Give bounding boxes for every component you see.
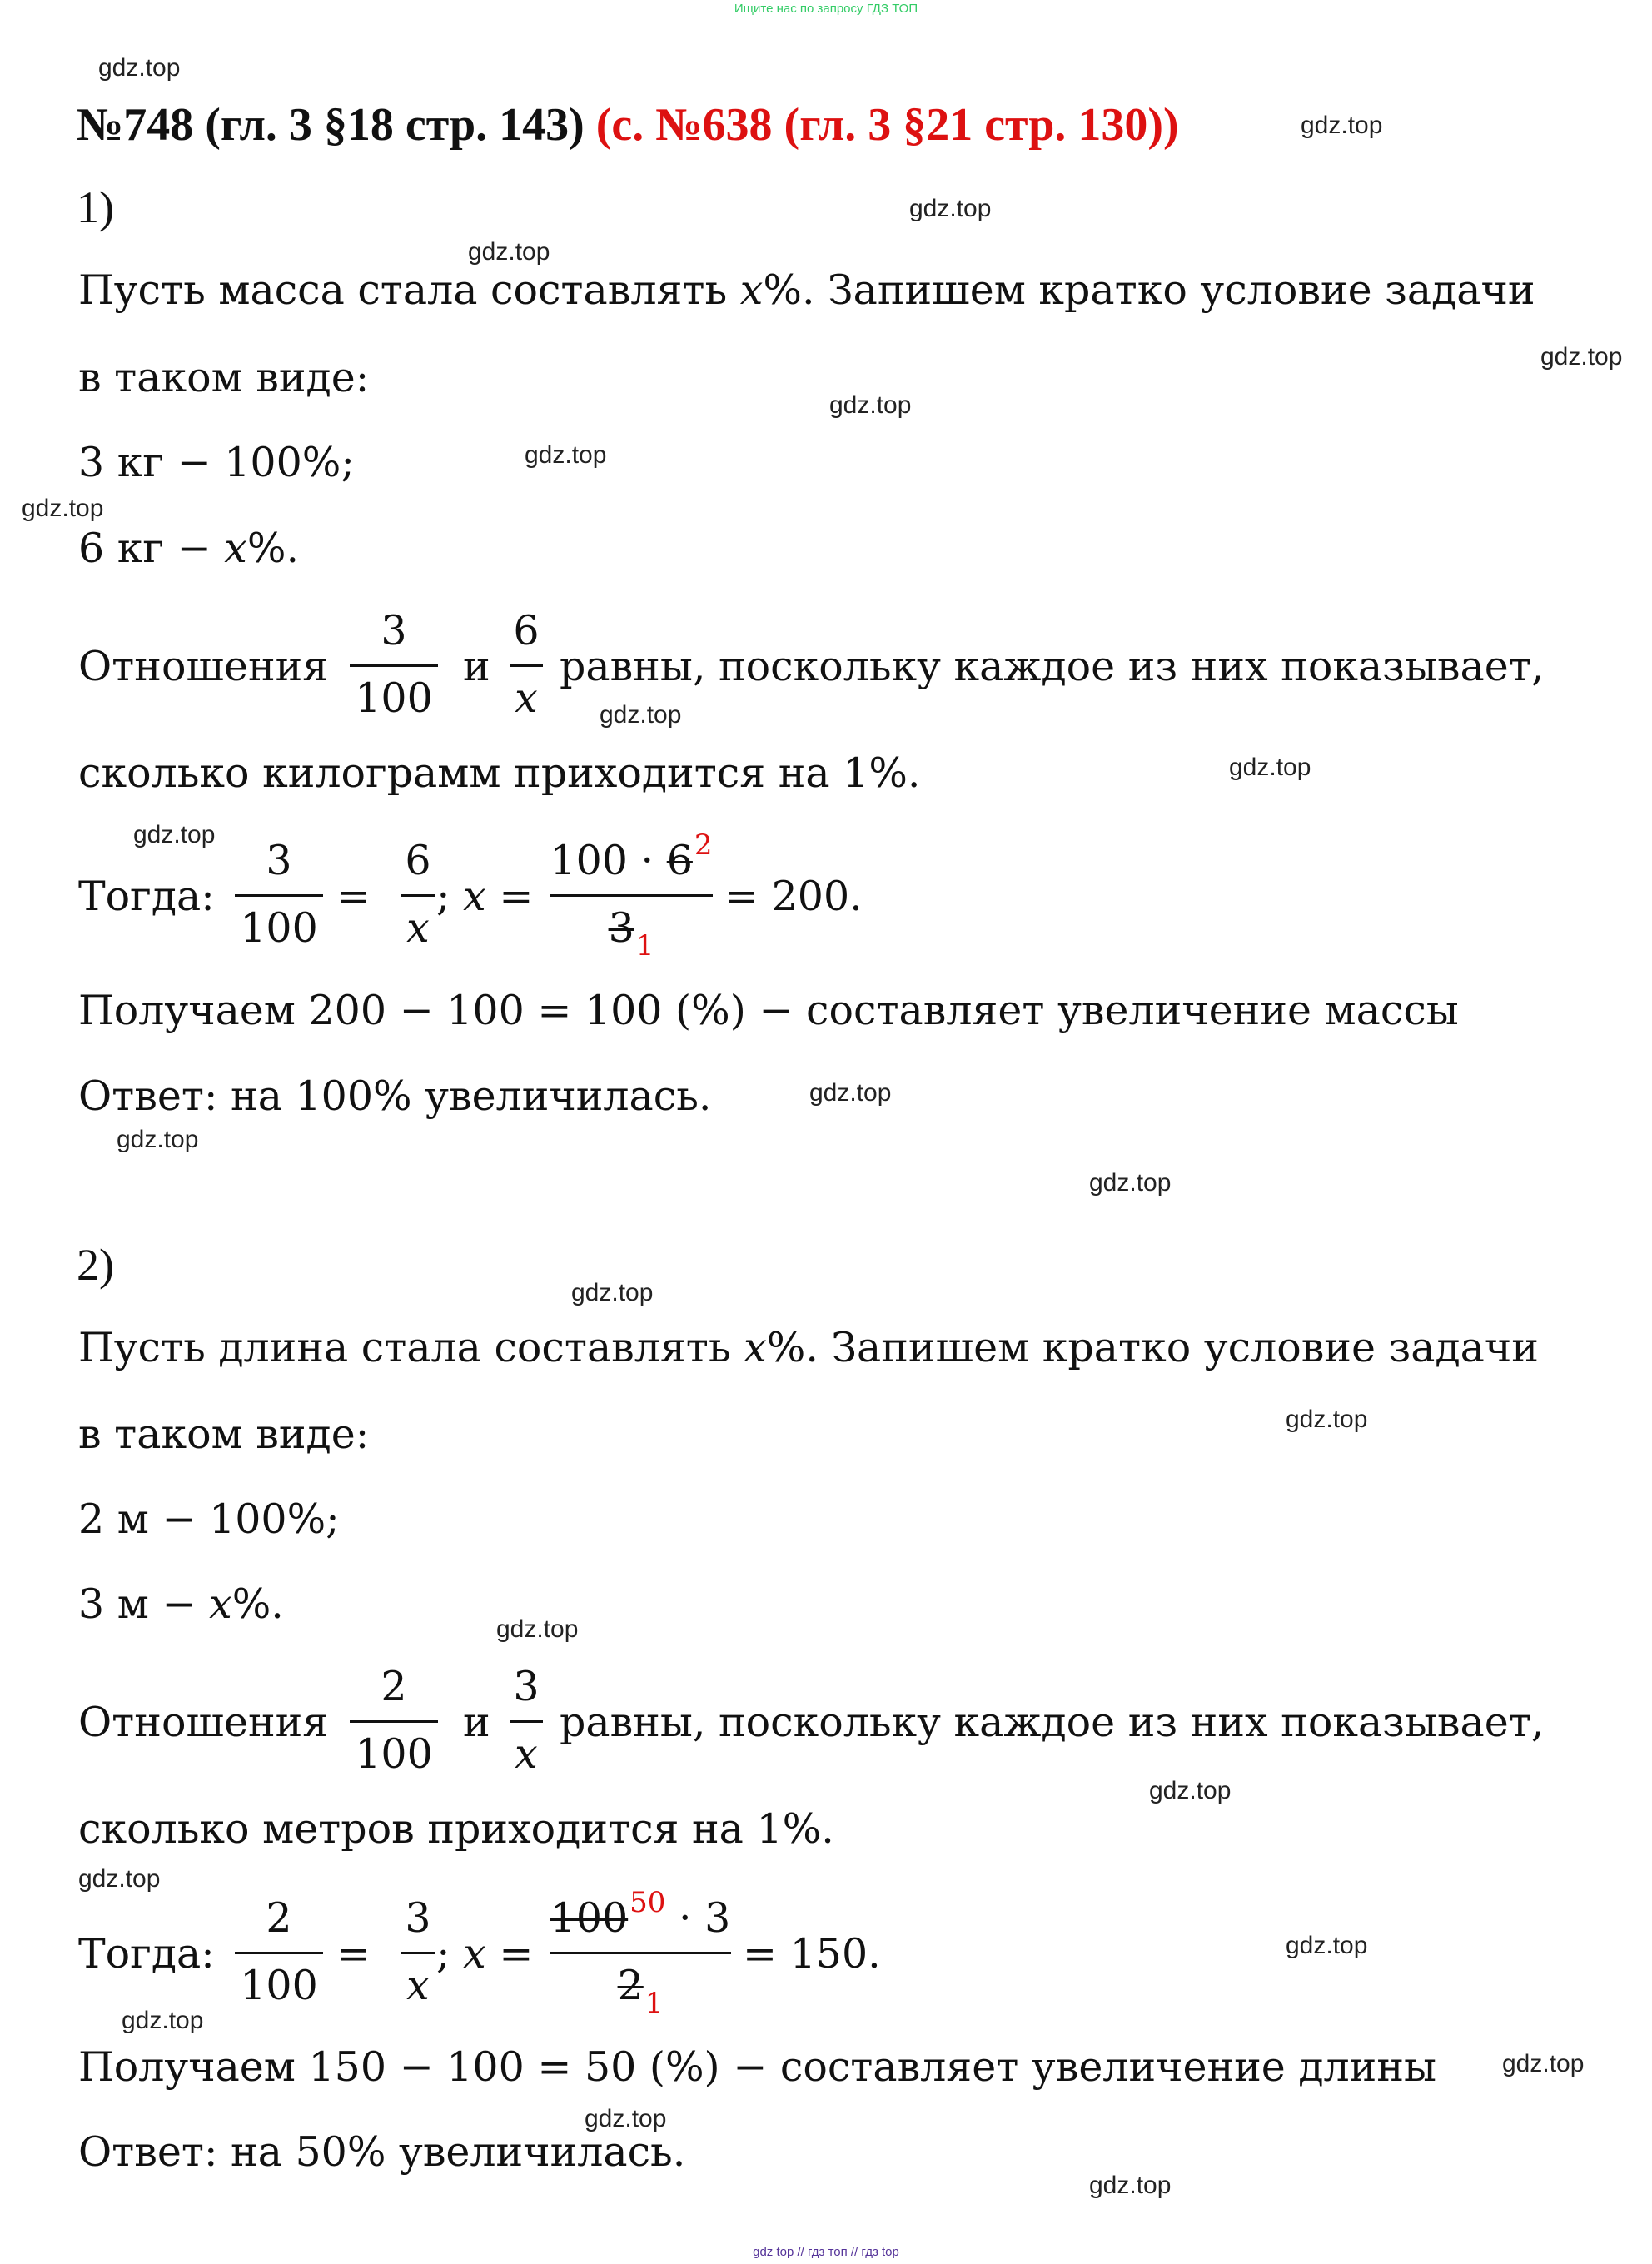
part1-label: 1) bbox=[77, 182, 114, 232]
part2-result: = 150. bbox=[743, 1930, 881, 1978]
part1-calc-fraction: $100 \cdot 6^2$ $3_1$ bbox=[550, 828, 713, 963]
part1-calc-fraction-3-100: 3 100 bbox=[235, 836, 323, 953]
watermark: gdz.top bbox=[468, 238, 550, 266]
watermark: gdz.top bbox=[909, 195, 992, 222]
page-title bbox=[77, 98, 1179, 152]
part1-calc-fraction-6-x: 6 x bbox=[401, 836, 435, 953]
watermark: gdz.top bbox=[133, 821, 216, 848]
watermark: gdz.top bbox=[1286, 1932, 1368, 1959]
watermark: gdz.top bbox=[122, 2007, 204, 2034]
part2-and: и bbox=[463, 1699, 490, 1746]
watermark: gdz.top bbox=[1229, 754, 1311, 781]
part2-then: Тогда: bbox=[78, 1930, 215, 1978]
watermark: gdz.top bbox=[1301, 112, 1383, 139]
part2-line8: Получаем 150 − 100 = 50 (%) − составляет увеличение длины bbox=[78, 2043, 1436, 2091]
part1-line4: 6 кг − x%. bbox=[78, 525, 300, 572]
part1-fraction-3-100: 3 100 bbox=[350, 606, 438, 724]
watermark: gdz.top bbox=[829, 391, 912, 419]
watermark: gdz.top bbox=[1286, 1406, 1368, 1433]
part1-line1: Пусть масса стала составлять x%. Запишем кратко условие задачи bbox=[78, 266, 1535, 314]
part2-fraction-3-x: 3 x bbox=[510, 1662, 543, 1779]
part1-result: = 200. bbox=[724, 873, 863, 920]
top-banner: Ищите нас по запросу ГДЗ ТОП bbox=[734, 2, 918, 16]
watermark: gdz.top bbox=[496, 1615, 579, 1643]
part2-calc-fraction-2-100: 2 100 bbox=[235, 1893, 323, 2011]
watermark: gdz.top bbox=[525, 441, 607, 469]
watermark: gdz.top bbox=[571, 1279, 654, 1306]
equals-sign: = bbox=[336, 1930, 371, 1978]
part1-line8: Получаем 200 − 100 = 100 (%) − составляет увеличение массы bbox=[78, 987, 1459, 1034]
part2-line6: сколько метров приходится на 1%. bbox=[78, 1805, 834, 1853]
part2-relation-word: Отношения bbox=[78, 1699, 329, 1746]
part2-calc-fraction: $100^{50} \cdot 3$ $2_1$ bbox=[550, 1886, 731, 2020]
watermark: gdz.top bbox=[585, 2105, 667, 2132]
part1-relation-word: Отношения bbox=[78, 643, 329, 690]
watermark: gdz.top bbox=[78, 1865, 161, 1893]
part1-line2: в таком виде: bbox=[78, 354, 370, 401]
watermark: gdz.top bbox=[600, 701, 682, 729]
bottom-banner: gdz top // гдз топ // гдз top bbox=[753, 2245, 899, 2259]
part1-line6: сколько килограмм приходится на 1%. bbox=[78, 749, 921, 797]
part2-calc-fraction-3-x: 3 x bbox=[401, 1893, 435, 2011]
part2-line2: в таком виде: bbox=[78, 1411, 370, 1458]
part1-x-equals: ; x = bbox=[436, 873, 534, 920]
part2-line1: Пусть длина стала составлять x%. Запишем кратко условие задачи bbox=[78, 1324, 1539, 1371]
watermark: gdz.top bbox=[1149, 1777, 1232, 1804]
watermark: gdz.top bbox=[1502, 2050, 1585, 2077]
part2-label: 2) bbox=[77, 1240, 114, 1290]
part1-and: и bbox=[463, 643, 490, 690]
title-main: №748 (гл. 3 §18 стр. 143) bbox=[77, 99, 585, 151]
equals-sign: = bbox=[336, 873, 371, 920]
part2-answer: Ответ: на 50% увеличилась. bbox=[78, 2128, 686, 2176]
var-x: x bbox=[739, 266, 764, 314]
part1-relation-tail: равны, поскольку каждое из них показывает, bbox=[560, 643, 1545, 690]
part2-fraction-2-100: 2 100 bbox=[350, 1662, 438, 1779]
part1-line3: 3 кг − 100%; bbox=[78, 439, 355, 486]
part2-x-equals: ; x = bbox=[436, 1930, 534, 1978]
watermark: gdz.top bbox=[98, 54, 181, 82]
part1-fraction-6-x: 6 x bbox=[510, 606, 543, 724]
watermark: gdz.top bbox=[809, 1079, 892, 1107]
watermark: gdz.top bbox=[1089, 2172, 1172, 2199]
part1-answer: Ответ: на 100% увеличилась. bbox=[78, 1072, 712, 1120]
part2-line4: 3 м − x%. bbox=[78, 1580, 284, 1628]
part1-then: Тогда: bbox=[78, 873, 215, 920]
watermark: gdz.top bbox=[22, 495, 104, 522]
watermark: gdz.top bbox=[1540, 343, 1623, 371]
watermark: gdz.top bbox=[1089, 1169, 1172, 1197]
watermark: gdz.top bbox=[117, 1126, 199, 1153]
part2-line3: 2 м − 100%; bbox=[78, 1495, 340, 1543]
part2-relation-tail: равны, поскольку каждое из них показывает, bbox=[560, 1699, 1545, 1746]
title-alt: (с. №638 (гл. 3 §21 стр. 130)) bbox=[595, 99, 1179, 151]
